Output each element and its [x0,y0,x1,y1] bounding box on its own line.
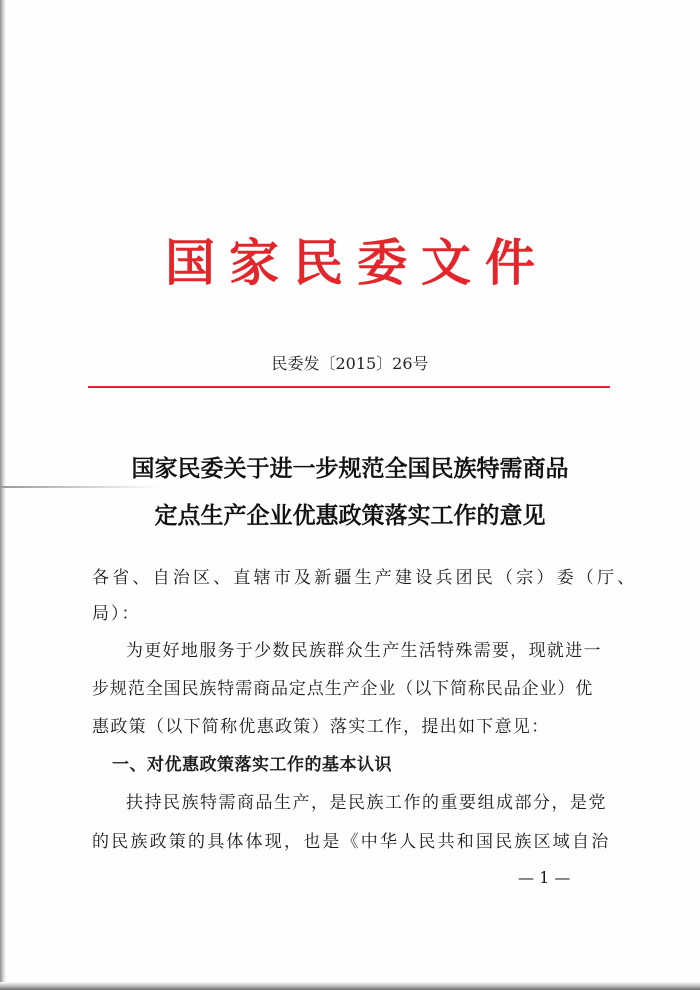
recipient-line-1: 各省、自治区、直辖市及新疆生产建设兵团民（宗）委（厅、 [92,568,638,588]
document-title-line-1: 国家民委关于进一步规范全国民族特需商品 [131,455,569,482]
scan-left-edge [0,0,6,990]
intro-paragraph-line-3: 惠政策（以下简称优惠政策）落实工作，提出如下意见： [92,717,550,737]
section-paragraph-line-2: 的民族政策的具体体现，也是《中华人民共和国民族区域自治 [92,832,611,852]
section-heading-1: 一、对优惠政策落实工作的基本认识 [112,755,392,775]
document-number: 民委发〔2015〕26号 [271,354,429,373]
page-number: — 1 — [518,868,571,887]
intro-paragraph-line-2: 步规范全国民族特需商品定点生产企业（以下简称民品企业）优 [92,679,594,699]
scan-bottom-edge [0,982,700,990]
intro-paragraph-line-1: 为更好地服务于少数民族群众生产生活特殊需要，现就进一 [126,641,602,661]
paper-fold-mark [0,486,160,488]
section-paragraph-line-1: 扶持民族特需商品生产，是民族工作的重要组成部分，是党 [126,793,607,813]
recipient-line-2: 局）： [92,604,141,624]
document-masthead: 国家民委文件 [165,233,549,292]
document-title-line-2: 定点生产企业优惠政策落实工作的意见 [154,502,546,529]
red-divider-rule [88,386,610,388]
